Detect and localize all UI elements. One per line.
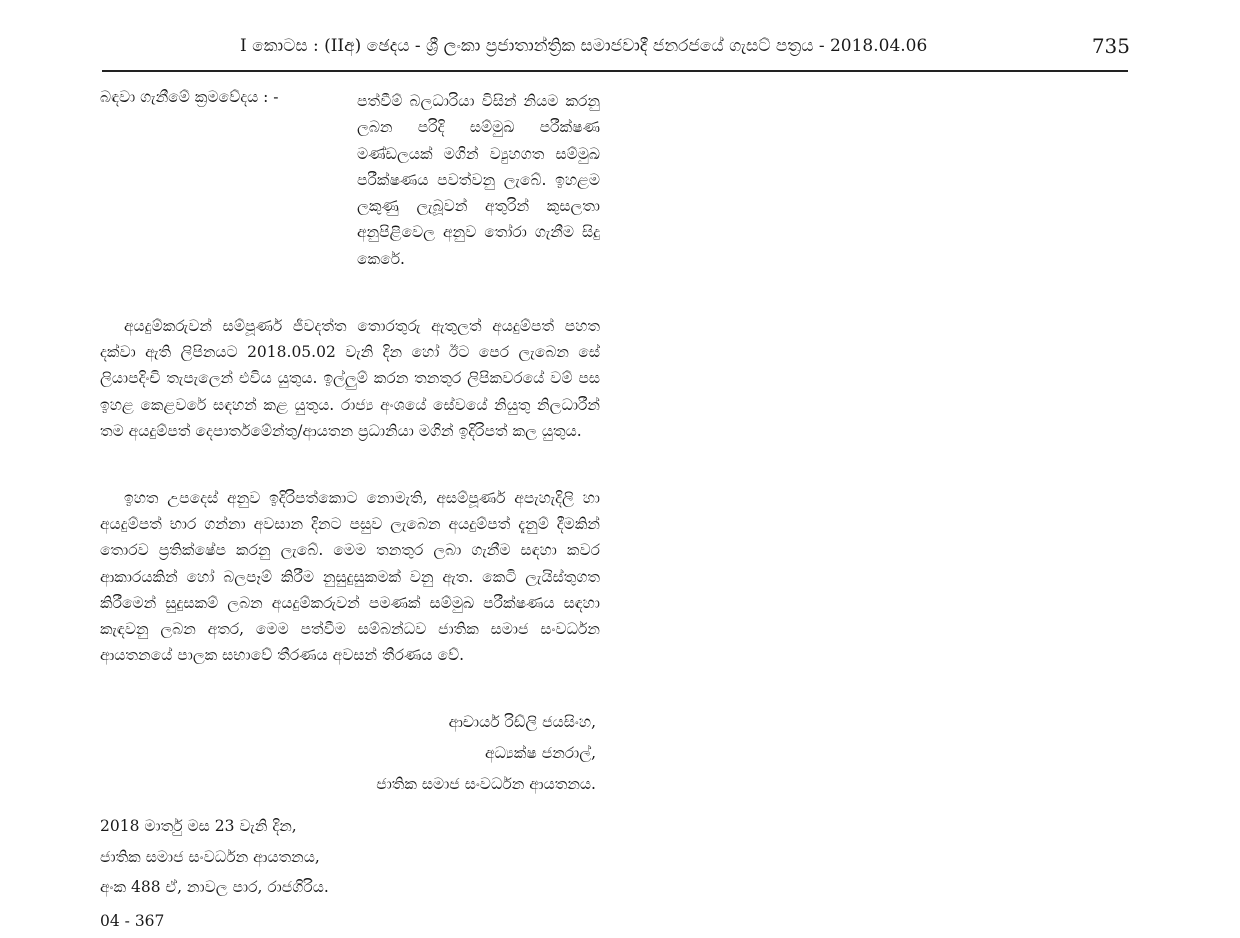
header-divider xyxy=(102,70,1128,72)
signatory-designation: අධ්‍යක්ෂ ජනරාල්, xyxy=(484,744,596,762)
gazette-header-title: I කොටස : (IIඅ) ඡෙදය - ශ්‍රී ලංකා ප්‍රජාතාන්ත්‍රික සමාජවාදී ජනරජයේ ගැසට් පත්‍රය - 2018.04.06 xyxy=(240,36,928,56)
signature-block xyxy=(300,707,596,800)
institution-address: අංක 488 ඒ, නාවල පාර, රාජගිරිය. xyxy=(100,878,329,896)
application-instructions-paragraph: අයදුම්කරුවන් සම්පූර්ණ ජීවදත්ත තොරතුරු ඇතුලත් අයදුම්පත් පහත දක්වා ඇති ලිපිනයට 2018.05.02 වැනි දින හෝ ඊට පෙර ලැබෙන සේ ලියාපදිංචි තැපැලෙන් එවිය යුතුය. ඉල්ලුම් කරන තනතුර ලිපිකවරයේ වම් පස ඉහළ කෙළවරේ සඳහන් කළ යුතුය. රාජ්‍ය අංශයේ සේවයේ නියුතු නිලධාරීන් තම අයදුම්පත් දෙපාර්තමේන්තු/ආයතන ප්‍රධානියා මගින් ඉදිරිපත් කල යුතුය. xyxy=(100,317,600,440)
date-address-block xyxy=(100,811,329,903)
selection-method-text: පත්වීම් බලධාරියා විසින් නියම කරනු ලබන පරිදි සම්මුඛ පරීක්ෂණ මණ්ඩලයක් මගින් ව්‍යුහගත සම්මුඛ පරීක්ෂණය පවත්වනු ලැබේ. ඉහළම ලකුණු ලැබූවන් අතුරින් කුසලතා අනුපිළිවෙල අනුව තෝරා ගැනීම සිදු කෙරේ. xyxy=(357,92,600,268)
issue-date: 2018 මාර්තු මස 23 වැනි දින, xyxy=(100,817,297,835)
issuing-institution: ජාතික සමාජ සංවර්ධන ආයතනය, xyxy=(100,847,320,866)
page-number: 735 xyxy=(1091,34,1130,58)
selection-method-label: බඳවා ගැනීමේ ක්‍රමවේදය : - xyxy=(100,88,279,106)
signatory-institution: ජාතික සමාජ සංවර්ධන ආයතනය. xyxy=(376,775,596,793)
notice-reference-number: 04 - 367 xyxy=(100,912,165,930)
rejection-conditions-paragraph: ඉහත උපදෙස් අනුව ඉදිරිපත්කොට නොමැති, අසම්පූර්ණ අපැහැදිලි හා අයදුම්පත් භාර ගන්නා අවසාන දිනට පසුව ලැබෙන අයදුම්පත් දැනුම් දීමකින් තොරව ප්‍රතික්ෂේප කරනු ලැබේ. මෙම තනතුර ලබා ගැනීම සඳහා කවර ආකාරයකින් හෝ බලපෑම් කිරීම නුසුදුසුකමක් වනු ඇත. කෙටි ලැයිස්තුගත කිරීමෙන් සුදුසකම් ලබන අයදුම්කරුවන් පමණක් සම්මුඛ පරීක්ෂණය සඳහා කැඳවනු ලබන අතර, මෙම පත්වීම සම්බන්ධව ජාතික සමාජ සංවර්ධන ආයතනයේ පාලක සභාවේ තීරණය අවසන් තීරණය වේ. xyxy=(100,489,600,665)
signatory-name: ආචාර්ය රිඩ්ලි ජයසිංහ, xyxy=(448,713,596,731)
